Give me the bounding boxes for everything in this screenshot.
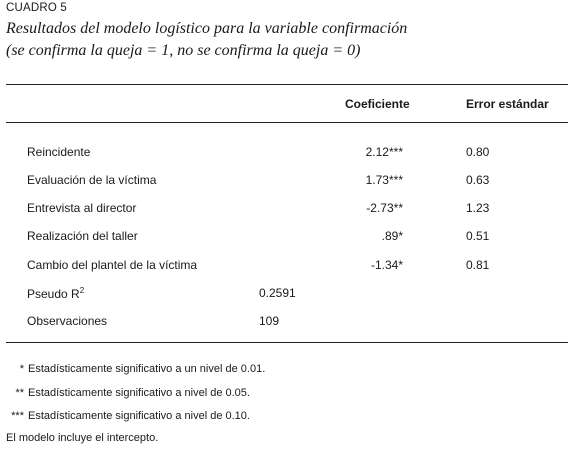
row-coef: .89* [381, 229, 403, 243]
superscript: 2 [79, 286, 85, 295]
footnote-mark: ** [15, 387, 24, 399]
row-variable: Reincidente [27, 145, 91, 159]
row-error: 0.80 [466, 145, 490, 159]
footnote [0, 387, 250, 399]
row-coef: -1.34* [370, 258, 403, 272]
bottom-rule [6, 342, 568, 343]
stat-value: 109 [259, 314, 280, 328]
footnote-text: Estadísticamente significativo a nivel de 0.10. [28, 410, 250, 422]
stat-label: Observaciones [27, 314, 108, 328]
stat-value: 0.2591 [259, 286, 296, 300]
header-coef: Coeficiente [345, 97, 410, 111]
footnote [0, 363, 265, 375]
footnote-mark: * [19, 363, 24, 375]
row-variable: Realización del taller [27, 229, 138, 243]
row-error: 0.81 [466, 258, 490, 272]
footnote-mark: *** [11, 410, 24, 422]
row-variable: Cambio del plantel de la víctima [27, 258, 198, 272]
row-coef: -2.73** [366, 201, 403, 215]
row-variable: Evaluación de la víctima [27, 173, 157, 187]
footnote-text: Estadísticamente significativo a nivel de 0.05. [28, 387, 250, 399]
row-error: 0.63 [466, 173, 490, 187]
row-coef: 2.12*** [365, 145, 403, 159]
row-coef: 1.73*** [365, 173, 403, 187]
row-error: 1.23 [466, 201, 490, 215]
footnote-text: Estadísticamente significativo a un nivel de 0.01. [28, 363, 266, 375]
row-variable: Entrevista al director [27, 201, 137, 215]
stat-label: Pseudo $R^2$ [27, 286, 85, 301]
header-rule [6, 122, 568, 123]
header-error: Error estándar [466, 97, 549, 111]
table-label: CUADRO 5 [6, 2, 68, 14]
table-title: Resultados del modelo logístico para la variable confirmación [6, 20, 408, 37]
table-subtitle: (se confirma la queja = 1, no se confirma la queja = 0) [6, 42, 361, 59]
top-rule [6, 84, 568, 85]
row-error: 0.51 [466, 229, 490, 243]
footnote [0, 410, 250, 422]
footer-note: El modelo incluye el intercepto. [6, 432, 159, 444]
